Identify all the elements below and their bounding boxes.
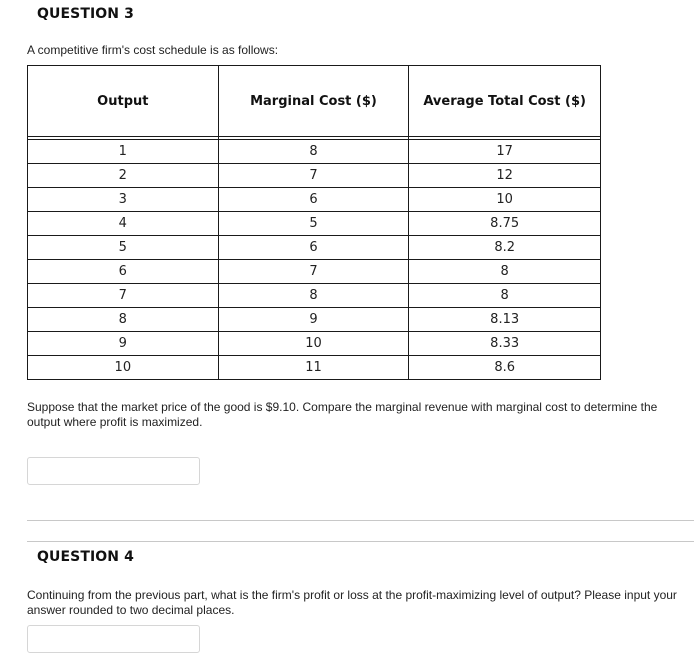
table-row — [28, 188, 601, 212]
cell-average-total-cost: 12 — [409, 164, 601, 188]
cell-average-total-cost: 8.75 — [409, 212, 601, 236]
cell-output: 8 — [28, 308, 219, 332]
cell-output: 3 — [28, 188, 219, 212]
header-marginal-cost: Marginal Cost ($) — [218, 66, 409, 137]
cell-output: 2 — [28, 164, 219, 188]
cell-marginal-cost: 8 — [218, 140, 409, 164]
question-3-answer-input[interactable] — [27, 457, 200, 485]
cell-average-total-cost: 8 — [409, 260, 601, 284]
cell-marginal-cost: 6 — [218, 188, 409, 212]
divider — [27, 520, 694, 521]
question-3-intro: A competitive firm's cost schedule is as follows: — [27, 43, 279, 57]
question-4-heading: QUESTION 4 — [37, 549, 134, 565]
table-row — [28, 332, 601, 356]
question-4-prompt: Continuing from the previous part, what is the firm's profit or loss at the profit-maximizing level of output? Please input your answer rounded to two decimal places. — [27, 588, 677, 617]
table-row — [28, 236, 601, 260]
cell-average-total-cost: 8 — [409, 284, 601, 308]
cell-output: 5 — [28, 236, 219, 260]
table-row — [28, 284, 601, 308]
cell-marginal-cost: 5 — [218, 212, 409, 236]
cell-output: 7 — [28, 284, 219, 308]
cell-marginal-cost: 6 — [218, 236, 409, 260]
question-4-answer-input[interactable] — [27, 625, 200, 653]
cell-output: 10 — [28, 356, 219, 380]
table-row — [28, 308, 601, 332]
cell-marginal-cost: 7 — [218, 164, 409, 188]
header-average-total-cost: Average Total Cost ($) — [409, 66, 601, 137]
cell-marginal-cost: 7 — [218, 260, 409, 284]
table-header-row — [28, 66, 601, 137]
divider — [27, 541, 694, 542]
cell-output: 4 — [28, 212, 219, 236]
cell-average-total-cost: 8.6 — [409, 356, 601, 380]
table-row — [28, 356, 601, 380]
table-row — [28, 212, 601, 236]
cell-average-total-cost: 8.13 — [409, 308, 601, 332]
cost-schedule-table — [27, 65, 601, 380]
table-row — [28, 260, 601, 284]
cell-average-total-cost: 8.2 — [409, 236, 601, 260]
cell-output: 1 — [28, 140, 219, 164]
cell-average-total-cost: 10 — [409, 188, 601, 212]
cell-marginal-cost: 11 — [218, 356, 409, 380]
table-row — [28, 140, 601, 164]
cell-marginal-cost: 9 — [218, 308, 409, 332]
cell-average-total-cost: 17 — [409, 140, 601, 164]
header-output: Output — [28, 66, 219, 137]
question-3-heading: QUESTION 3 — [37, 6, 134, 22]
cell-output: 6 — [28, 260, 219, 284]
cell-marginal-cost: 8 — [218, 284, 409, 308]
cell-marginal-cost: 10 — [218, 332, 409, 356]
cell-output: 9 — [28, 332, 219, 356]
cell-average-total-cost: 8.33 — [409, 332, 601, 356]
question-3-prompt: Suppose that the market price of the good is $9.10. Compare the marginal revenue with marginal cost to determine the output where profit is maximized. — [27, 400, 658, 429]
table-row — [28, 164, 601, 188]
